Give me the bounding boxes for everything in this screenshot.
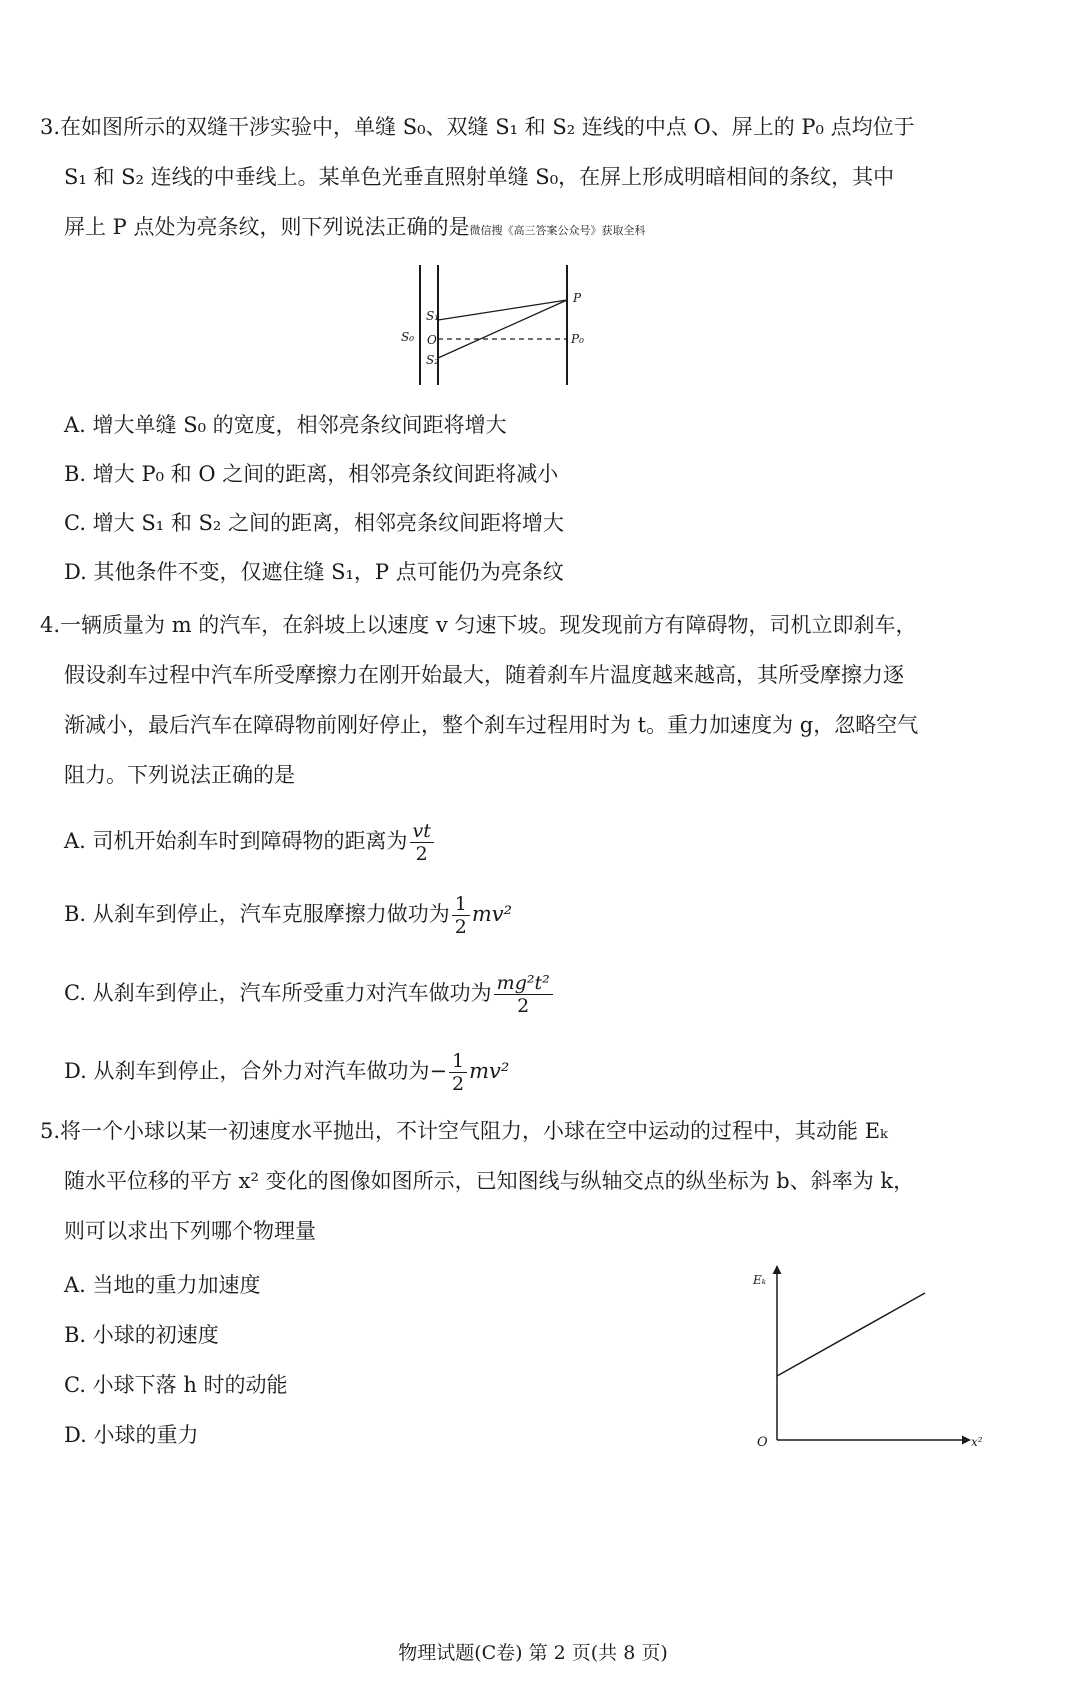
label-o: O bbox=[427, 333, 437, 347]
q3-option-b: B. 增大 P₀ 和 O 之间的距离，相邻亮条纹间距将减小 bbox=[64, 462, 559, 486]
q4-option-d-text: D. 从刹车到停止，合外力对汽车做功为− bbox=[64, 1059, 448, 1083]
fraction-numerator: vt bbox=[410, 820, 434, 843]
q4-option-c-text: C. 从刹车到停止，汽车所受重力对汽车做功为 bbox=[64, 981, 492, 1005]
fraction-mg2t2-2 bbox=[494, 972, 553, 1017]
q4-option-c bbox=[64, 972, 555, 1017]
watermark: 微信搜《高三答案公众号》获取全科 bbox=[469, 224, 646, 237]
fraction-vt-2 bbox=[410, 820, 434, 865]
label-p: P bbox=[573, 291, 582, 305]
q4-line-4: 阻力。下列说法正确的是 bbox=[64, 763, 295, 787]
label-s0: S₀ bbox=[401, 330, 415, 344]
q4-option-b-tail: mv² bbox=[471, 902, 513, 926]
q4-line-2: 假设刹车过程中汽车所受摩擦力在刚开始最大，随着刹车片温度越来越高，其所受摩擦力逐 bbox=[64, 663, 904, 687]
q5-line-1: 5.将一个小球以某一初速度水平抛出，不计空气阻力，小球在空中运动的过程中，其动能 Eₖ bbox=[40, 1119, 888, 1143]
y-axis-label: Eₖ bbox=[753, 1273, 767, 1287]
ray-s2-p bbox=[438, 300, 567, 358]
q3-option-d: D. 其他条件不变，仅遮住缝 S₁，P 点可能仍为亮条纹 bbox=[64, 560, 564, 584]
x-axis-label: x² bbox=[971, 1435, 983, 1449]
fraction-denominator: 2 bbox=[415, 843, 428, 865]
fraction-half bbox=[449, 1050, 467, 1095]
fraction-numerator: 1 bbox=[449, 1050, 467, 1073]
fraction-numerator: 1 bbox=[452, 893, 470, 916]
q5-line-3: 则可以求出下列哪个物理量 bbox=[64, 1219, 316, 1243]
origin-label: O bbox=[757, 1435, 768, 1450]
q4-option-d bbox=[64, 1050, 509, 1095]
q3-line-2: S₁ 和 S₂ 连线的中垂线上。某单色光垂直照射单缝 S₀，在屏上形成明暗相间的条纹，其中 bbox=[64, 165, 895, 189]
q4-line-3: 渐减小，最后汽车在障碍物前刚好停止，整个刹车过程用时为 t。重力加速度为 g，忽略空气 bbox=[64, 713, 919, 737]
q4-option-b-text: B. 从刹车到停止，汽车克服摩擦力做功为 bbox=[64, 902, 450, 926]
q3-line-3 bbox=[64, 212, 645, 246]
q4-option-a-text: A. 司机开始刹车时到障碍物的距离为 bbox=[64, 829, 408, 853]
label-p0: P₀ bbox=[571, 332, 584, 346]
ray-s1-p bbox=[438, 300, 567, 320]
fraction-denominator: 2 bbox=[454, 916, 467, 938]
q5-option-b: B. 小球的初速度 bbox=[64, 1323, 219, 1347]
ek-x2-graph bbox=[745, 1258, 1045, 1458]
fraction-denominator: 2 bbox=[452, 1073, 465, 1095]
fraction-numerator: mg²t² bbox=[494, 972, 553, 995]
q4-option-d-tail: mv² bbox=[469, 1059, 510, 1083]
fraction-denominator: 2 bbox=[517, 995, 530, 1017]
double-slit-diagram bbox=[395, 262, 605, 392]
q3-line-3-text: 屏上 P 点处为亮条纹，则下列说法正确的是 bbox=[64, 215, 470, 239]
fraction-half bbox=[452, 893, 470, 938]
q3-line-1: 3.在如图所示的双缝干涉实验中，单缝 S₀、双缝 S₁ 和 S₂ 连线的中点 O、屏上的 P₀ 点均位于 bbox=[40, 115, 915, 139]
q3-option-a: A. 增大单缝 S₀ 的宽度，相邻亮条纹间距将增大 bbox=[64, 413, 507, 437]
ek-line bbox=[777, 1293, 925, 1376]
q4-line-1: 4.一辆质量为 m 的汽车，在斜坡上以速度 v 匀速下坡。现发现前方有障碍物，司机立即刹车， bbox=[40, 613, 917, 637]
page-footer: 物理试题(C卷) 第 2 页(共 8 页) bbox=[398, 1642, 668, 1664]
q5-option-a: A. 当地的重力加速度 bbox=[64, 1273, 261, 1297]
q4-option-b bbox=[64, 893, 512, 938]
label-s2: S₂ bbox=[426, 353, 440, 367]
label-s1: S₁ bbox=[426, 309, 440, 323]
q5-line-2: 随水平位移的平方 x² 变化的图像如图所示，已知图线与纵轴交点的纵坐标为 b、斜率为 k， bbox=[64, 1169, 915, 1193]
q5-option-d: D. 小球的重力 bbox=[64, 1423, 199, 1447]
q4-option-a bbox=[64, 820, 436, 865]
q3-option-c: C. 增大 S₁ 和 S₂ 之间的距离，相邻亮条纹间距将增大 bbox=[64, 511, 564, 535]
q5-option-c: C. 小球下落 h 时的动能 bbox=[64, 1373, 288, 1397]
